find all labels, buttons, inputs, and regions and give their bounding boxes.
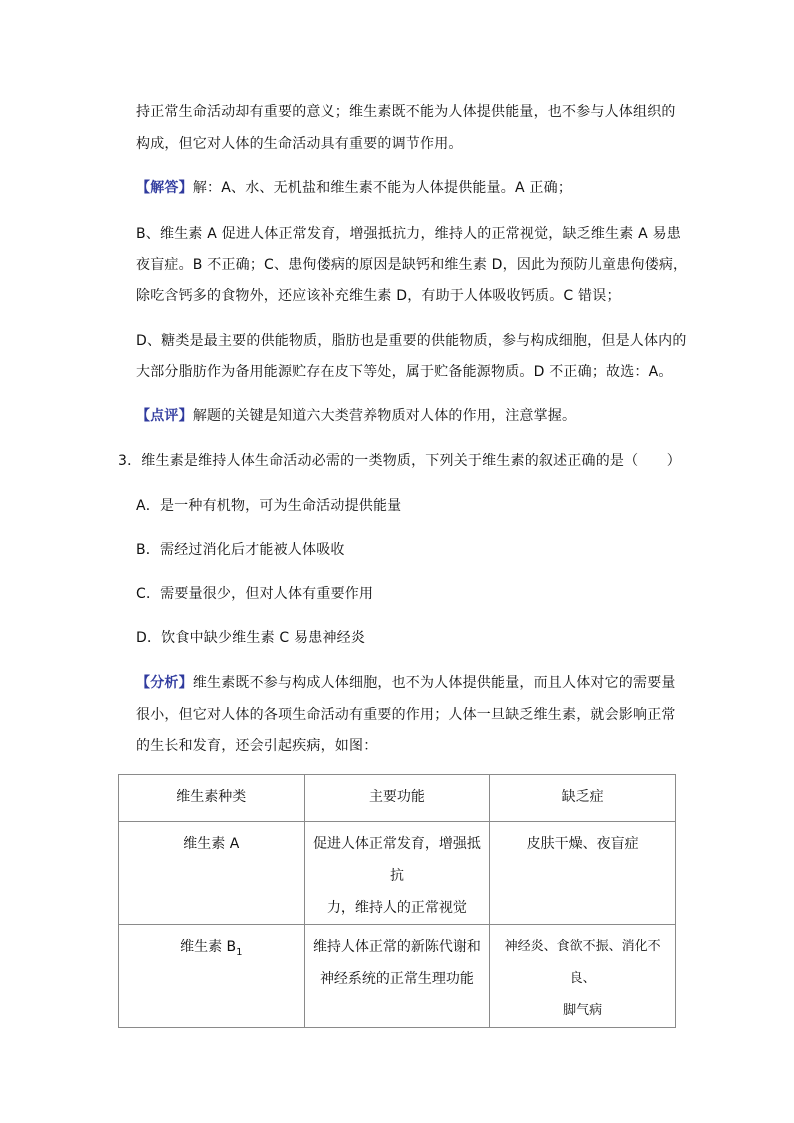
cell-line: 神经系统的正常生理功能: [319, 971, 474, 987]
cell-line: 脚气病: [563, 1003, 603, 1018]
table-cell: [304, 925, 490, 1028]
text-line: D、糖类是最主要的供能物质，脂肪也是重要的供能物质，参与构成细胞，但是人体内的: [136, 333, 687, 349]
table-header-cell: 缺乏症: [490, 775, 676, 822]
option-b: B．需经过消化后才能被人体吸收: [136, 542, 345, 558]
option-c: C．需要量很少，但对人体有重要作用: [136, 586, 374, 602]
text-line: B、维生素 A 促进人体正常发育，增强抵抗力，维持人的正常视觉，缺乏维生素 A 易患: [136, 226, 681, 242]
table-header-row: [119, 775, 676, 822]
text-line: 大部分脂肪作为备用能源贮存在皮下等处，属于贮备能源物质。D 不正确；故选：A。: [136, 364, 673, 380]
text-line: 构成，但它对人体的生命活动具有重要的调节作用。: [136, 136, 463, 152]
cell-line: 神经炎、食欲不振、消化不良、: [504, 939, 661, 986]
table-header-cell: 主要功能: [304, 775, 490, 822]
option-d: D．饮食中缺少维生素 C 易患神经炎: [136, 630, 366, 646]
answer-tag: 【解答】: [136, 180, 193, 196]
text-line: 夜盲症。B 不正确；C、患佝偻病的原因是缺钙和维生素 D，因此为预防儿童患佝偻病，: [136, 257, 688, 273]
cell-line: 促进人体正常发育，增强抵抗: [312, 836, 481, 884]
comment-text: 解题的关键是知道六大类营养物质对人体的作用，注意掌握。: [192, 408, 577, 424]
comment-paragraph: [136, 406, 576, 426]
table-cell: 皮肤干燥、夜盲症: [490, 822, 676, 925]
analysis-paragraph: [136, 673, 676, 693]
comment-tag: 【点评】: [136, 408, 193, 424]
text-line: 持正常生命活动却有重要的意义；维生素既不能为人体提供能量，也不参与人体组织的: [136, 104, 676, 120]
answer-text: 解：A、水、无机盐和维生素不能为人体提供能量。A 正确；: [192, 180, 573, 196]
table-cell: 维生素 A: [119, 822, 305, 925]
table-row: [119, 822, 676, 925]
option-a: A．是一种有机物，可为生命活动提供能量: [136, 498, 402, 514]
cell-line: 力，维持人的正常视觉: [326, 900, 467, 916]
text-line: 的生长和发育，还会引起疾病，如图：: [136, 738, 378, 754]
analysis-tag: 【分析】: [136, 675, 193, 691]
table-header-cell: 维生素种类: [119, 775, 305, 822]
vitamin-table: [118, 774, 676, 1028]
text-line: 很小，但它对人体的各项生命活动有重要的作用；人体一旦缺乏维生素，就会影响正常: [136, 707, 676, 723]
cell-text: 维生素 B: [180, 939, 237, 955]
table-row: [119, 925, 676, 1028]
text-line: 除吃含钙多的食物外，还应该补充维生素 D，有助于人体吸收钙质。C 错误；: [136, 288, 621, 304]
subscript: 1: [236, 946, 243, 958]
table-cell: [119, 925, 305, 1028]
answer-paragraph: [136, 178, 572, 198]
table-cell: [304, 822, 490, 925]
table-cell: [490, 925, 676, 1028]
question-stem: 3．维生素是维持人体生命活动必需的一类物质，下列关于维生素的叙述正确的是（ ）: [118, 453, 681, 469]
cell-line: 维持人体正常的新陈代谢和: [312, 939, 481, 955]
analysis-text: 维生素既不参与构成人体细胞，也不为人体提供能量，而且人体对它的需要量: [192, 675, 676, 691]
